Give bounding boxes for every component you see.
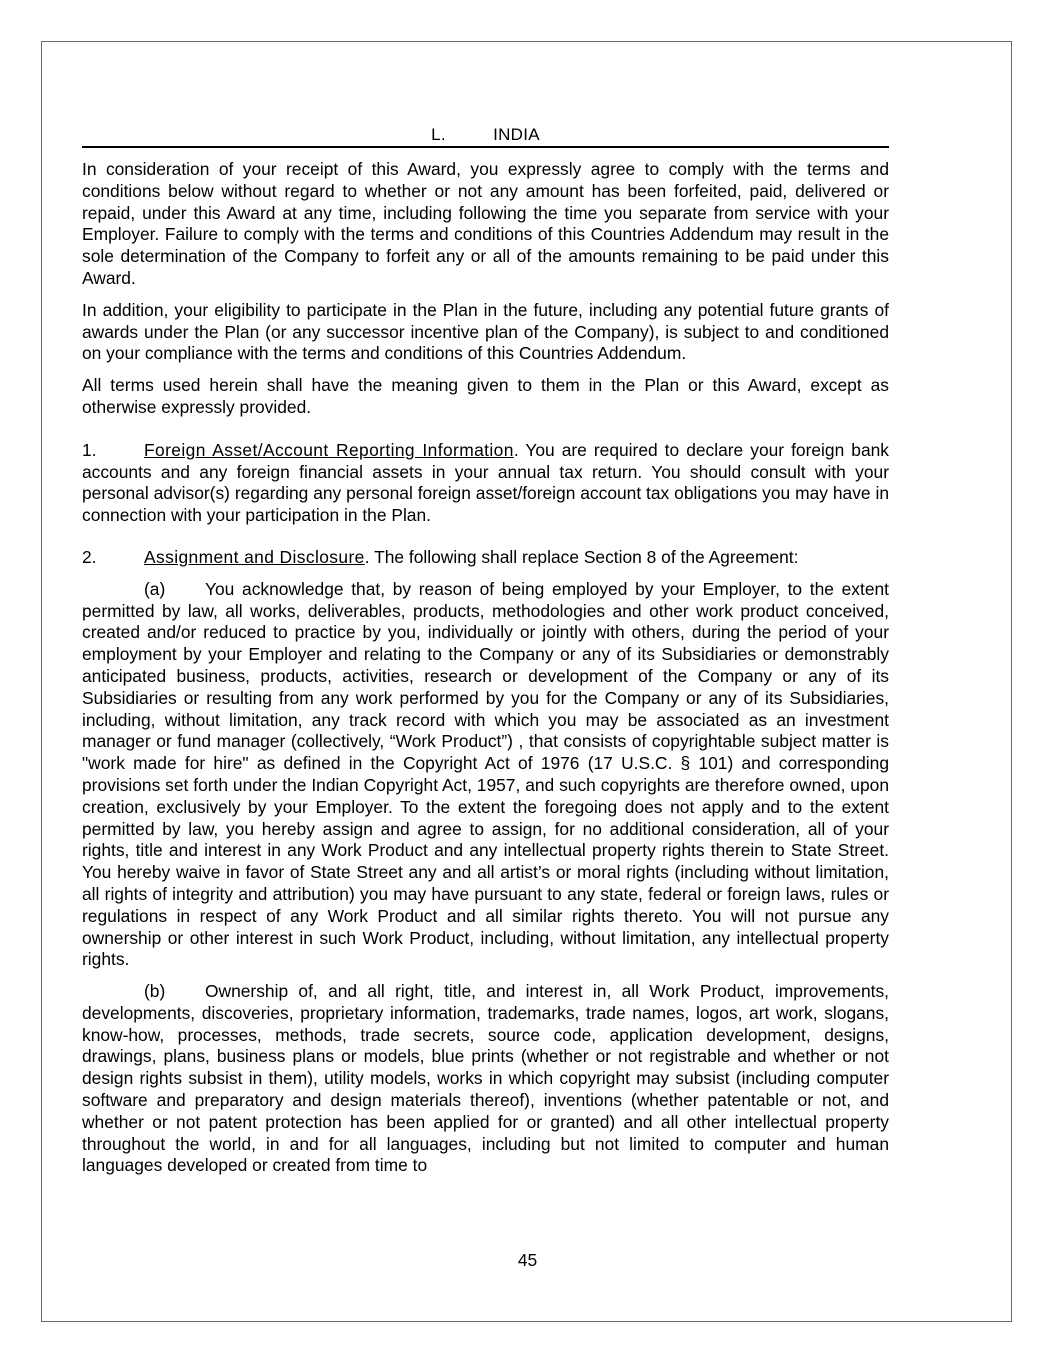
document-body (82, 124, 889, 1187)
subsection-b-text: Ownership of, and all right, title, and interest in, all Work Product, improvements, developments, discoveries, proprietary information, trademarks, trade names, logos, art work, slogans, know-how, processes, methods, trade secrets, source code, application development, designs, drawings, plans, business plans or models, blue prints (whether or not registrable and whether or not design rights subsist in them), utility models, works in which copyright may subsist (including computer software and preparatory and design materials thereof), inventions (whether patentable or not, and whether or not patent protection has been applied for or granted) and all other intellectual property throughout the world, in and for all languages, including but not limited to computer and human languages developed or created from time to (82, 981, 889, 1176)
subsection-b-label: (b) (144, 981, 166, 1002)
intro-paragraph-2: In addition, your eligibility to participate in the Plan in the future, including any potential future grants of awards under the Plan (or any successor incentive plan of the Company), is subject to and conditioned on your compliance with the terms and conditions of this Countries Addendum. (82, 299, 889, 364)
section-2-paragraph (82, 547, 889, 569)
section-1-number: 1. (82, 439, 97, 460)
page-number: 45 (517, 1250, 538, 1270)
subsection-a-paragraph (82, 579, 889, 971)
section-1-paragraph (82, 440, 889, 527)
subsection-a-label: (a) (144, 578, 166, 599)
heading-title: INDIA (493, 125, 540, 144)
section-1-title: Foreign Asset/Account Reporting Information (144, 439, 514, 460)
section-2-text: . The following shall replace Section 8 of the Agreement: (364, 546, 799, 567)
section-1-text: . You are required to declare your foreign bank accounts and any foreign financial assets in your annual tax return. You should consult with your personal advisor(s) regarding any personal foreign asset/foreign account tax obligations you may have in connection with your participation in the Plan. (82, 439, 889, 526)
intro-paragraph-3: All terms used herein shall have the meaning given to them in the Plan or this Award, except as otherwise expressly provided. (82, 375, 889, 417)
heading-number: L. (431, 125, 446, 144)
section-2-number: 2. (82, 546, 97, 567)
intro-paragraph-1: In consideration of your receipt of this Award, you expressly agree to comply with the terms and conditions below without regard to whether or not any amount has been forfeited, paid, delivered or repaid, under this Award at any time, including following the time you separate from service with your Employer. Failure to comply with the terms and conditions of this Countries Addendum may result in the sole determination of the Company to forfeit any or all of the amounts remaining to be paid under this Award. (82, 159, 889, 288)
subsection-a-text: You acknowledge that, by reason of being employed by your Employer, to the extent permitted by law, all works, deliverables, products, methodologies and other work product conceived, created and/or reduced to practice by you, individually or jointly with others, during the period of your employment by your Employer and relating to the Company or any of its Subsidiaries or demonstrably anticipated business, products, activities, research or development of the Company or any of its Subsidiaries or resulting from any work performed by you for the Company or any of its Subsidiaries, including, without limitation, any track record with which you may be associated as an investment manager or fund manager (collectively, “Work Product”) , that consists of copyrightable subject matter is "work made for hire" as defined in the Copyright Act of 1976 (17 U.S.C. § 101) and corresponding provisions set forth under the Indian Copyright Act, 1957, and such copyrights are therefore owned, upon creation, exclusively by your Employer. To the extent the foregoing does not apply and to the extent permitted by law, you hereby assign and agree to assign, for no additional consideration, all of your rights, title and interest in any Work Product and any intellectual property rights therein to State Street. You hereby waive in favor of State Street any and all artist’s or moral rights (including without limitation, all rights of integrity and attribution) you may have pursuant to any state, federal or foreign laws, rules or regulations in respect of any Work Product and all similar rights thereto. You will not pursue any ownership or other interest in such Work Product, including, without limitation, any intellectual property rights. (82, 578, 889, 970)
section-2-title: Assignment and Disclosure (144, 546, 365, 567)
subsection-b-paragraph (82, 981, 889, 1177)
section-heading (82, 124, 889, 148)
